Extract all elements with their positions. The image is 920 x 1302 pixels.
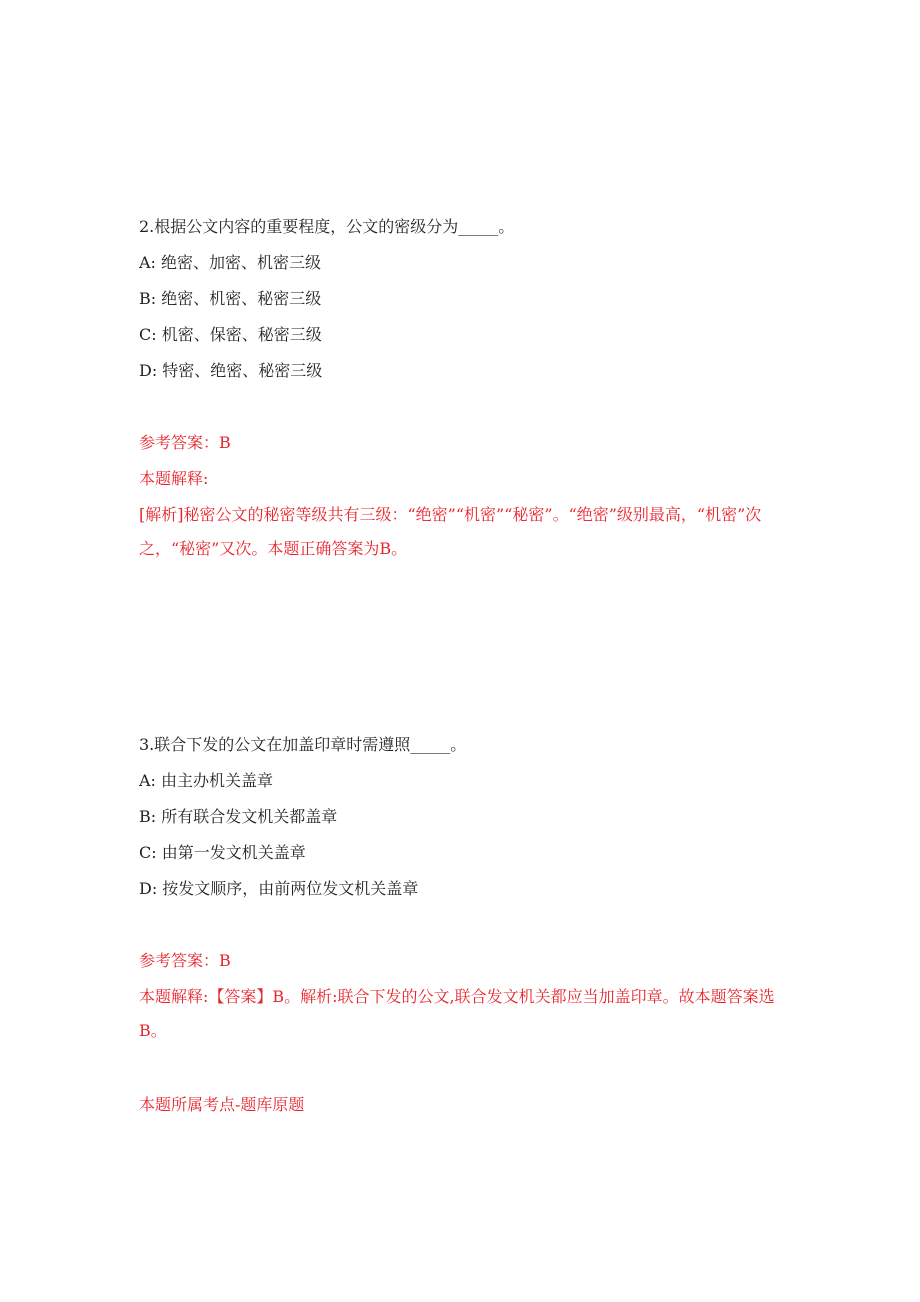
question-2-answer: 参考答案：B [139,433,231,452]
question-2-stem: 2.根据公文内容的重要程度，公文的密级分为_____。 [139,217,515,236]
question-3-option-b: B: 所有联合发文机关都盖章 [139,807,338,826]
topic-footer: 本题所属考点-题库原题 [139,1095,305,1114]
question-3-option-d: D: 按发文顺序，由前两位发文机关盖章 [139,879,419,898]
question-2-option-c: C: 机密、保密、秘密三级 [139,325,322,344]
question-2-option-d: D: 特密、绝密、秘密三级 [139,361,323,380]
question-3-option-c: C: 由第一发文机关盖章 [139,843,306,862]
question-2-explanation-label: 本题解释: [139,469,209,488]
question-3-stem: 3.联合下发的公文在加盖印章时需遵照_____。 [139,735,467,754]
question-3-option-a: A: 由主办机关盖章 [139,771,274,790]
question-2-explanation: [解析]秘密公文的秘密等级共有三级：“绝密”“机密”“秘密”。“绝密”级别最高，“机密”次之，“秘密”又次。本题正确答案为B。 [139,505,762,558]
question-2-option-a: A: 绝密、加密、机密三级 [139,253,322,272]
question-3-answer: 参考答案：B [139,951,231,970]
question-2-option-b: B: 绝密、机密、秘密三级 [139,289,322,308]
question-3-explanation: 本题解释:【答案】B。解析:联合下发的公文,联合发文机关都应当加盖印章。故本题答案选B。 [139,987,775,1040]
